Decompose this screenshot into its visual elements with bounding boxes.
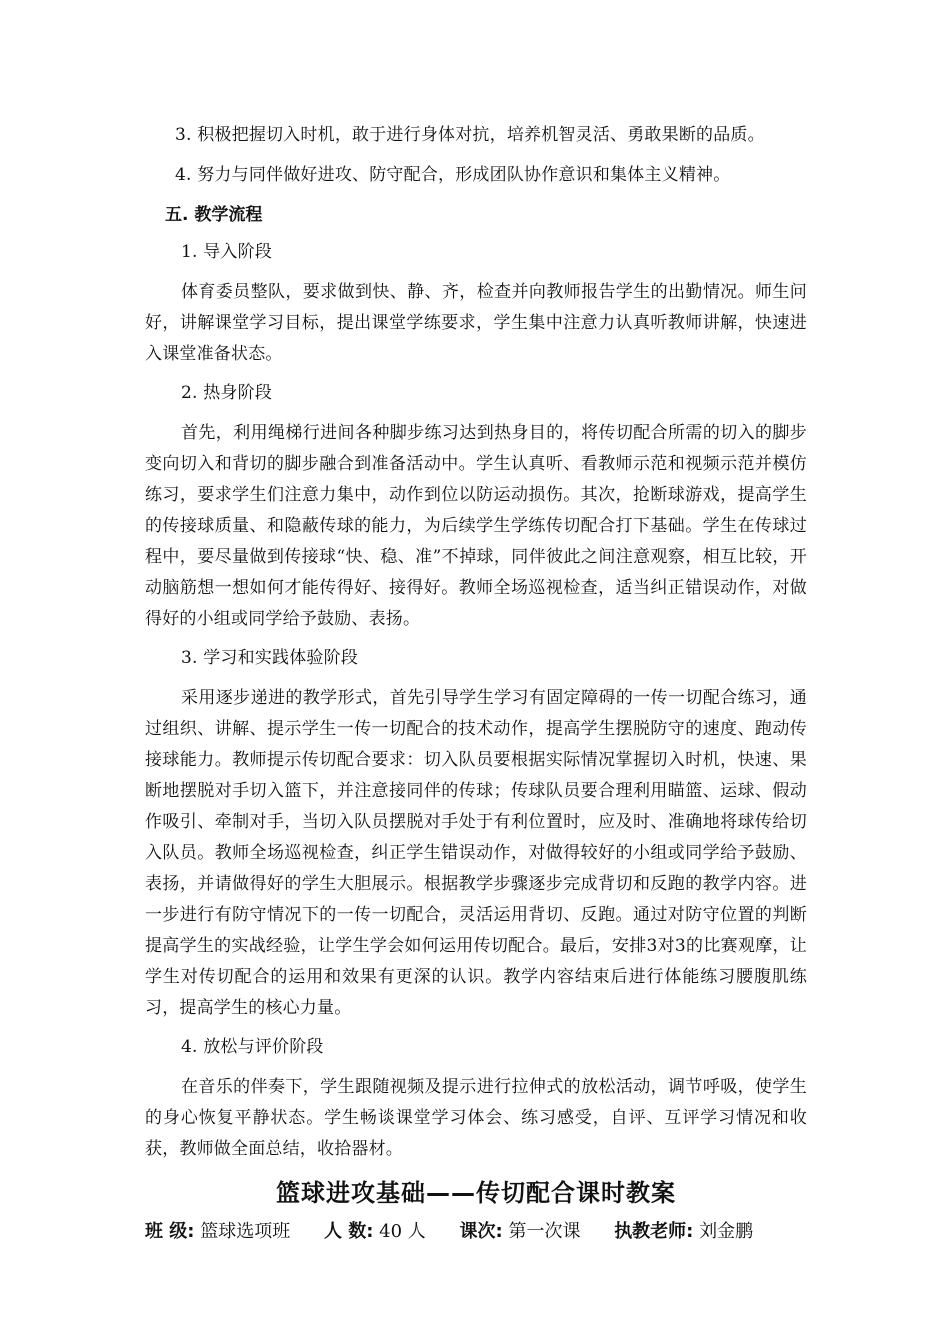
lesson-plan-title: 篮球进攻基础——传切配合课时教案 [276,1179,676,1207]
count-value: 40 人 [379,1221,426,1242]
stage-text-warmup: 首先，利用绳梯行进间各种脚步练习达到热身目的，将传切配合所需的切入的脚步变向切入和背切的脚步融合到准备活动中。学生认真听、看教师示范和视频示范并模仿练习，要求学生们注意力集中，动作到位以防运动损伤。其次，抢断球游戏，提高学生的传接球质量、和隐蔽传球的能力，为后续学生学练传切配合打下基础。学生在传球过程中，要尽量做到传接球“快、稳、准”不掉球，同伴彼此之间注意观察，相互比较，开动脑筋想一想如何才能传得好、接得好。教师全场巡视检查，适当纠正错误动作，对做得好的小组或同学给予鼓励、表扬。 [145,423,807,629]
session-label: 课次: [459,1221,503,1242]
stage-title-practice: 3. 学习和实践体验阶段 [181,648,359,668]
stage-title-warmup: 2. 热身阶段 [181,383,273,403]
document-page [145,120,807,1247]
session-value: 第一次课 [508,1221,581,1242]
stage-text-intro: 体育委员整队，要求做到快、静、齐，检查并向教师报告学生的出勤情况。师生问好，讲解课堂学习目标，提出课堂学练要求，学生集中注意力认真听教师讲解，快速进入课堂准备状态。 [145,282,807,364]
stage-text-practice: 采用逐步递进的教学形式，首先引导学生学习有固定障碍的一传一切配合练习，通过组织、讲解、提示学生一传一切配合的技术动作，提高学生摆脱防守的速度、跑动传接球能力。教师提示传切配合要求：切入队员要根据实际情况掌握切入时机，快速、果断地摆脱对手切入篮下，并注意接同伴的传球；传球队员要合理利用瞄篮、运球、假动作吸引、牵制对手，当切入队员摆脱对手处于有利位置时，应及时、准确地将球传给切入队员。教师全场巡视检查，纠正学生错误动作，对做得较好的小组或同学给予鼓励、表扬，并请做得好的学生大胆展示。根据教学步骤逐步完成背切和反跑的教学内容。进一步进行有防守情况下的一传一切配合，灵活运用背切、反跑。通过对防守位置的判断提高学生的实战经验，让学生学会如何运用传切配合。最后，安排3对3的比赛观摩，让学生对传切配合的运用和效果有更深的认识。教学内容结束后进行体能练习腰腹肌练习，提高学生的核心力量。 [145,688,807,1018]
stage-text-relax: 在音乐的伴奏下，学生跟随视频及提示进行拉伸式的放松活动，调节呼吸，使学生的身心恢复平静状态。学生畅谈课堂学习体会、练习感受，自评、互评学习情况和收获，教师做全面总结，收拾器材。 [145,1077,807,1159]
lesson-meta-line [145,1217,807,1247]
stage-title-intro: 1. 导入阶段 [181,242,273,262]
objective-item-3: 3. 积极把握切入时机，敢于进行身体对抗，培养机智灵活、勇敢果断的品质。 [175,125,765,145]
stage-title-relax: 4. 放松与评价阶段 [181,1037,324,1057]
teacher-label: 执教老师: [614,1221,694,1242]
class-value: 篮球选项班 [200,1221,291,1242]
objective-item-4: 4. 努力与同伴做好进攻、防守配合，形成团队协作意识和集体主义精神。 [175,165,731,185]
section-heading-teaching-process: 五. 教学流程 [165,205,263,225]
class-label: 班 级: [145,1221,195,1242]
count-label: 人 数: [323,1221,374,1242]
teacher-value: 刘金鹏 [699,1221,754,1242]
